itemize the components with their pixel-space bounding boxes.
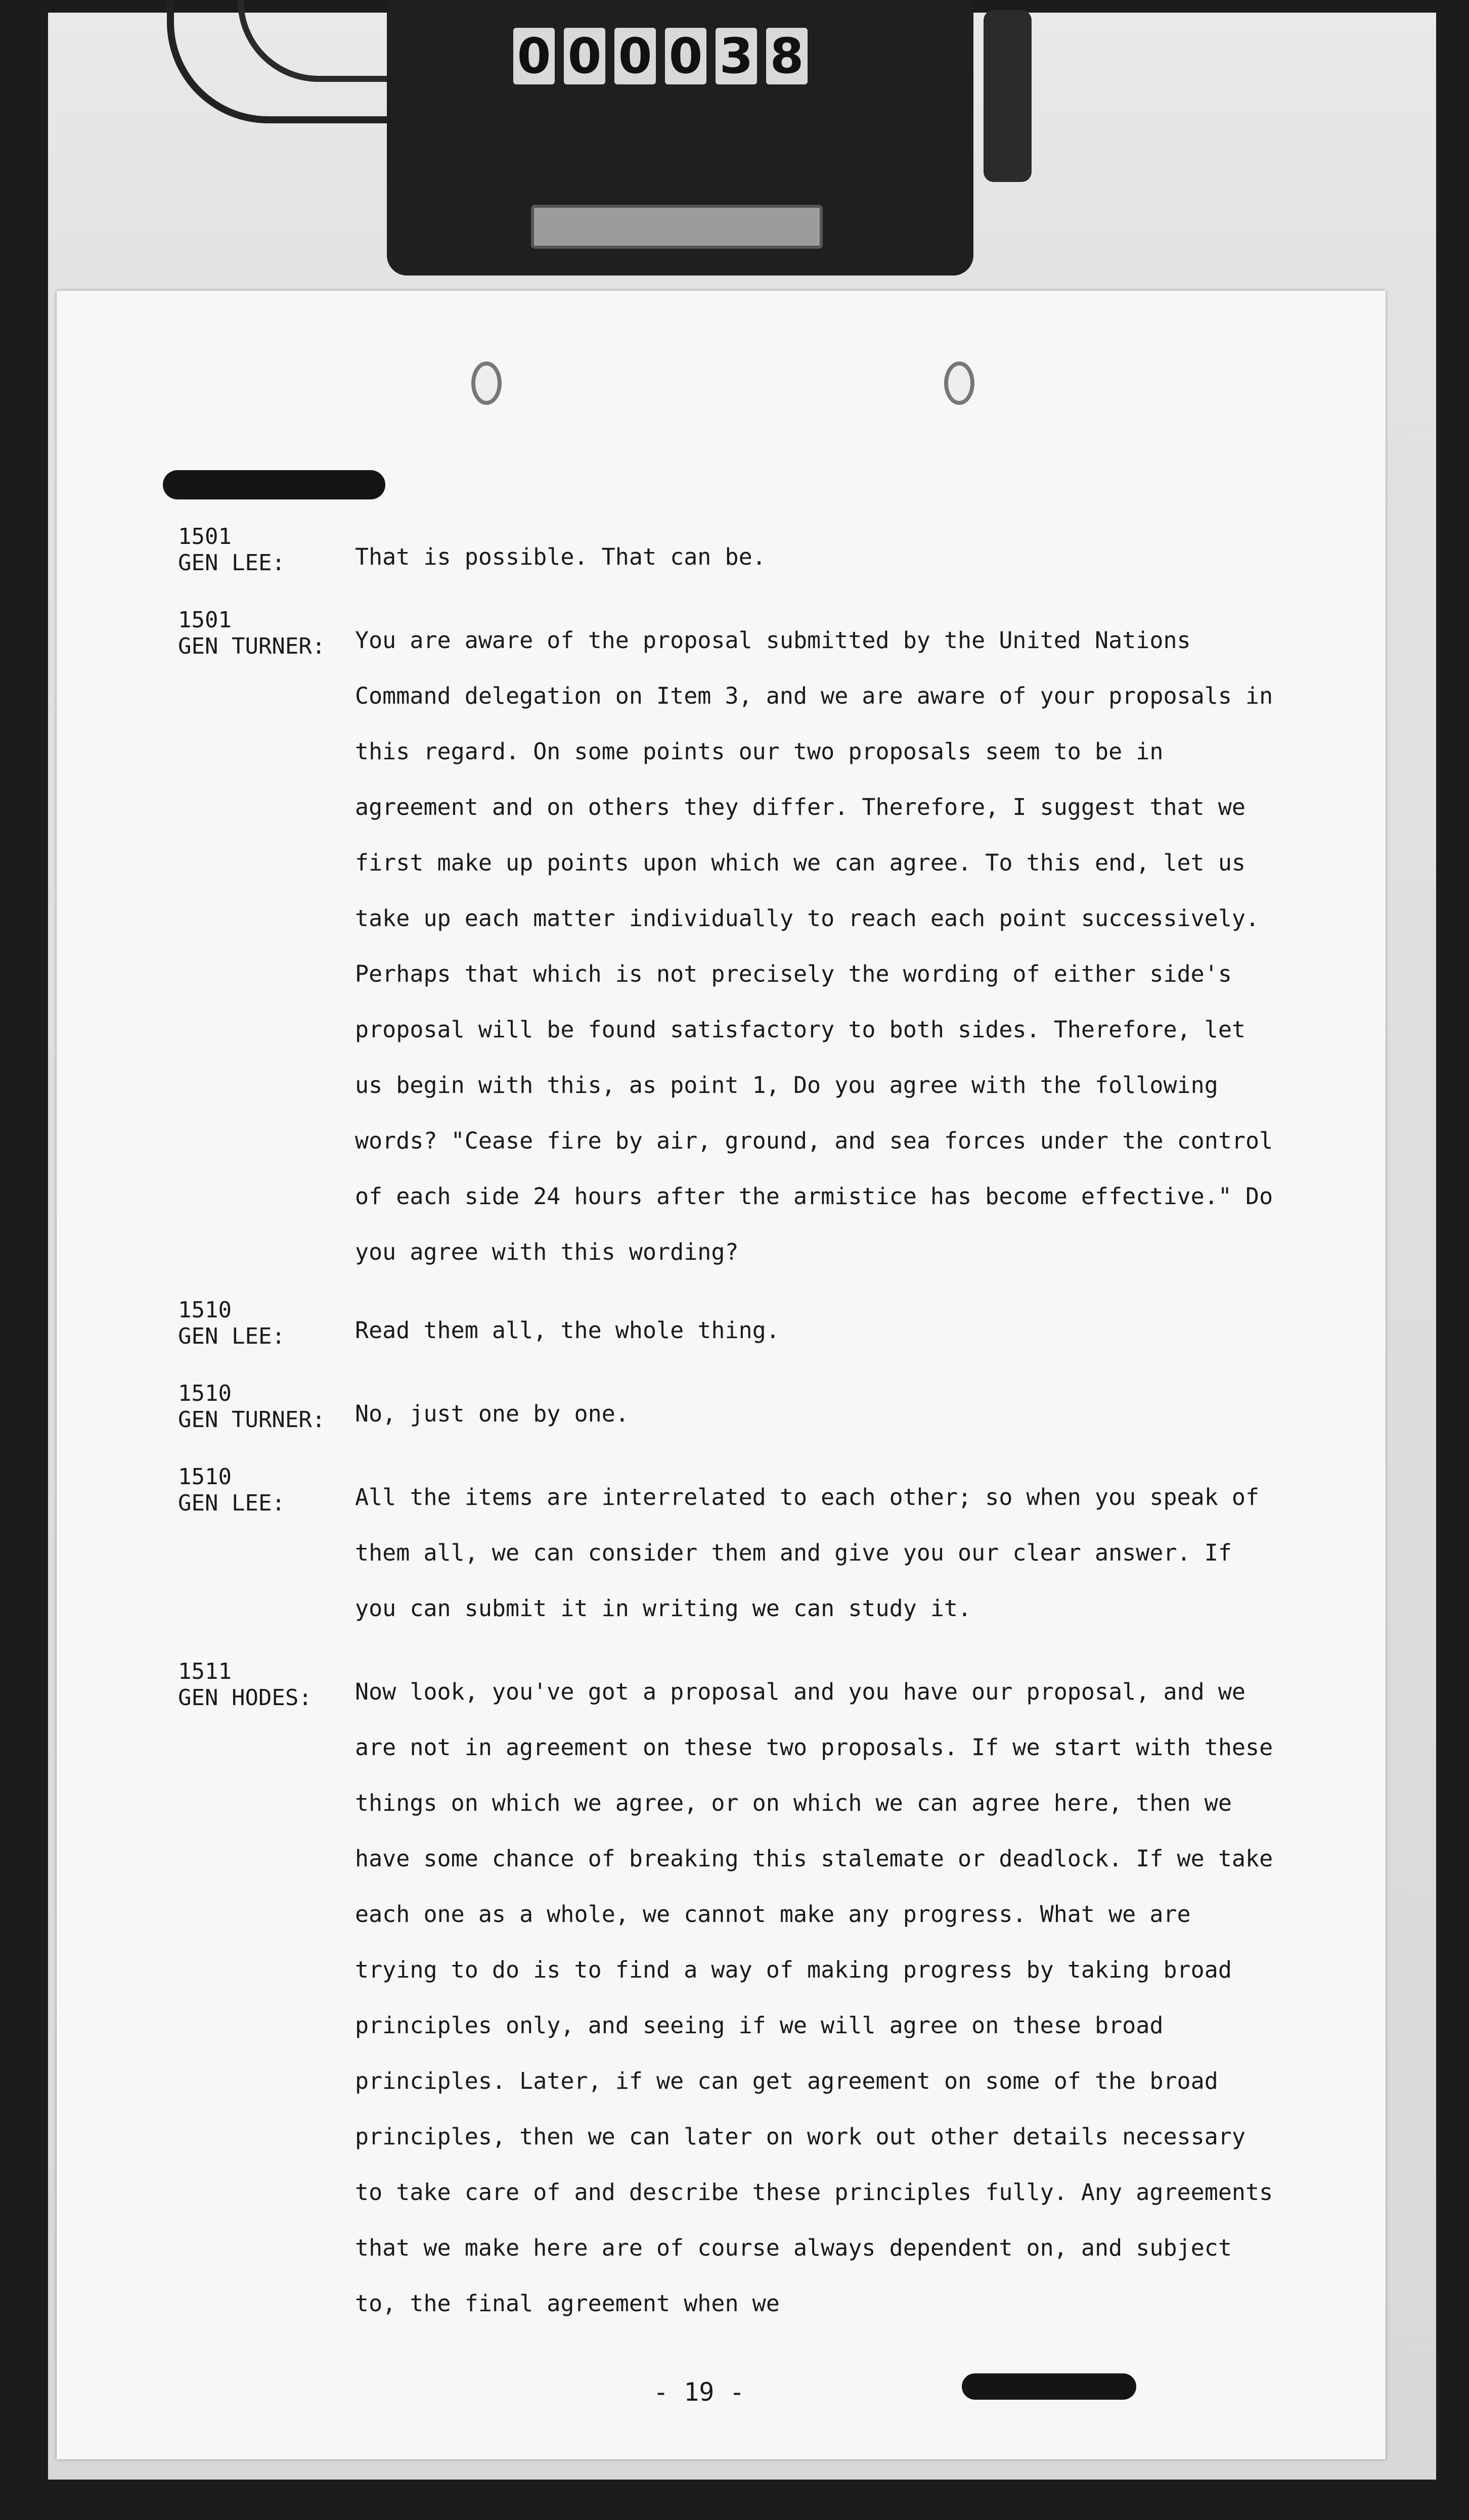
counter-digit: 0 xyxy=(614,28,656,84)
entry-speaker: GEN LEE: xyxy=(178,1323,285,1349)
counter-digit: 0 xyxy=(513,28,555,84)
entry-text: That is possible. That can be. xyxy=(355,543,766,570)
entry-text: You are aware of the proposal submitted by the United Nations Command delegation on Item 3, and we are aware of your proposals in this regard. On some points our two proposals seem to be in agreement and on others they differ. Therefore, I suggest that we first make up points upon which we can agree. To this end, let us take up each matter individually to reach each point successively. Perhaps that which is not precisely the wording of either side's proposal will be found satisfactory to both sides. Therefore, let us begin with this, as point 1, Do you agree with the following words? "Cease fire by air, ground, and sea forces under the control of each side 24 hours after the armistice has become effective." Do you agree with this wording? xyxy=(355,627,1273,1265)
entry-text: Now look, you've got a proposal and you have our proposal, and we are not in agreement on these two proposals. If we start with these things on which we agree, or on which we can agree here, then we have some chance of breaking this stalemate or deadlock. If we take each one as a whole, we cannot make any progress. What we are trying to do is to find a way of making progress by taking broad principles only, and seeing if we will agree on these broad principles. Later, if we can get agreement on some of the broad principles, then we can later on work out other details necessary to take care of and describe these principles fully. Any agreements that we make here are of course always dependent on, and subject to, the final agreement when we xyxy=(355,1678,1273,2317)
entry-speaker: GEN HODES: xyxy=(178,1685,312,1711)
entry-time: 1501 xyxy=(178,524,232,549)
redaction-mark-top xyxy=(163,470,385,499)
entry-text: No, just one by one. xyxy=(355,1400,629,1427)
punch-hole-right xyxy=(944,361,974,405)
entry-speaker: GEN LEE: xyxy=(178,550,285,576)
entry-time: 1501 xyxy=(178,607,232,633)
entry-time: 1510 xyxy=(178,1464,232,1490)
counter-digit: 0 xyxy=(665,28,706,84)
entry-text: Read them all, the whole thing. xyxy=(355,1317,780,1344)
counter-label-plate xyxy=(531,205,823,249)
page-number: - 19 - xyxy=(653,2377,745,2407)
entry-speaker: GEN TURNER: xyxy=(178,1407,326,1433)
frame-counter-digits xyxy=(513,28,808,88)
punch-hole-left xyxy=(471,361,502,405)
redaction-mark-bottom xyxy=(962,2373,1136,2400)
counter-digit: 3 xyxy=(716,28,757,84)
document-page xyxy=(57,291,1386,2459)
entry-time: 1510 xyxy=(178,1297,232,1323)
entry-speaker: GEN LEE: xyxy=(178,1490,285,1516)
entry-text: All the items are interrelated to each other; so when you speak of them all, we can consider them and give you our clear answer. If you can submit it in writing we can study it. xyxy=(355,1484,1260,1622)
entry-speaker: GEN TURNER: xyxy=(178,633,326,659)
entry-time: 1510 xyxy=(178,1381,232,1406)
counter-digit: 8 xyxy=(766,28,808,84)
counter-knob xyxy=(984,10,1032,182)
counter-digit: 0 xyxy=(564,28,605,84)
entry-time: 1511 xyxy=(178,1659,232,1684)
